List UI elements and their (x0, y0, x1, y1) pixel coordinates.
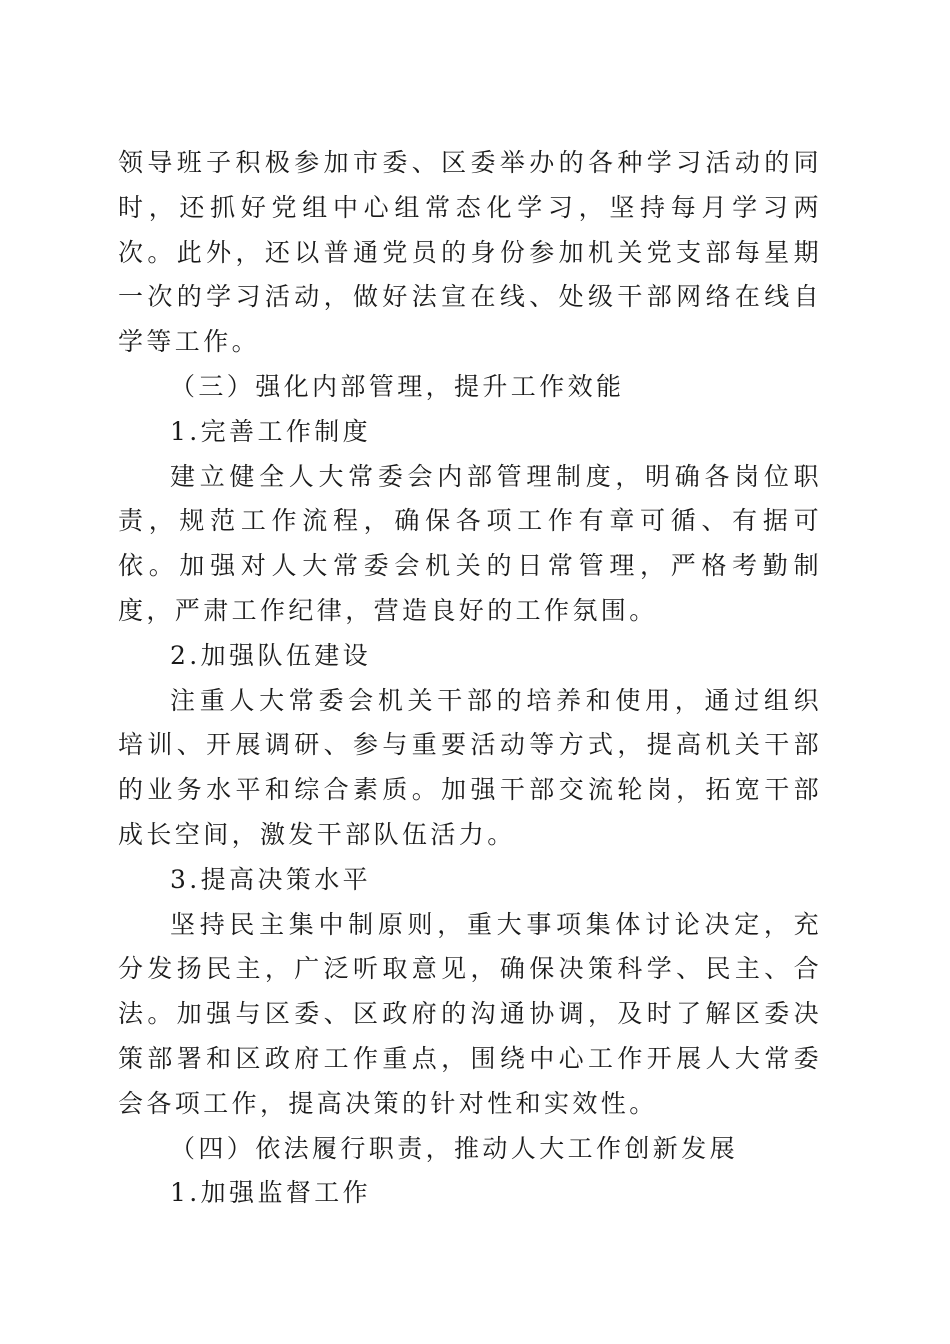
subheading-improve-system: 1.完善工作制度 (170, 416, 372, 446)
paragraph-team-building: 注重人大常委会机关干部的培养和使用，通过组织培训、开展调研、参与重要活动等方式，提高机关干部的业务水平和综合素质。加强干部交流轮岗，拓宽干部成长空间，激发干部队伍活力。 (118, 685, 822, 849)
paragraph-decision-level: 坚持民主集中制原则，重大事项集体讨论决定，充分发扬民主，广泛听取意见，确保决策科学、民主、合法。加强与区委、区政府的沟通协调，及时了解区委决策部署和区政府工作重点，围绕中心工作开展人大常委会各项工作，提高决策的针对性和实效性。 (118, 909, 822, 1118)
document-page (118, 141, 822, 1216)
section-heading-4: （四）依法履行职责，推动人大工作创新发展 (170, 1133, 739, 1163)
subheading-supervision: 1.加强监督工作 (170, 1178, 372, 1208)
paragraph-improve-system: 建立健全人大常委会内部管理制度，明确各岗位职责，规范工作流程，确保各项工作有章可循、有据可依。加强对人大常委会机关的日常管理，严格考勤制度，严肃工作纪律，营造良好的工作氛围。 (118, 461, 822, 625)
subheading-team-building: 2.加强队伍建设 (170, 640, 372, 670)
paragraph-continued: 领导班子积极参加市委、区委举办的各种学习活动的同时，还抓好党组中心组常态化学习，坚持每月学习两次。此外，还以普通党员的身份参加机关党支部每星期一次的学习活动，做好法宣在线、处级干部网络在线自学等工作。 (118, 148, 822, 357)
subheading-decision-level: 3.提高决策水平 (170, 864, 372, 894)
section-heading-3: （三）强化内部管理，提升工作效能 (170, 371, 625, 401)
